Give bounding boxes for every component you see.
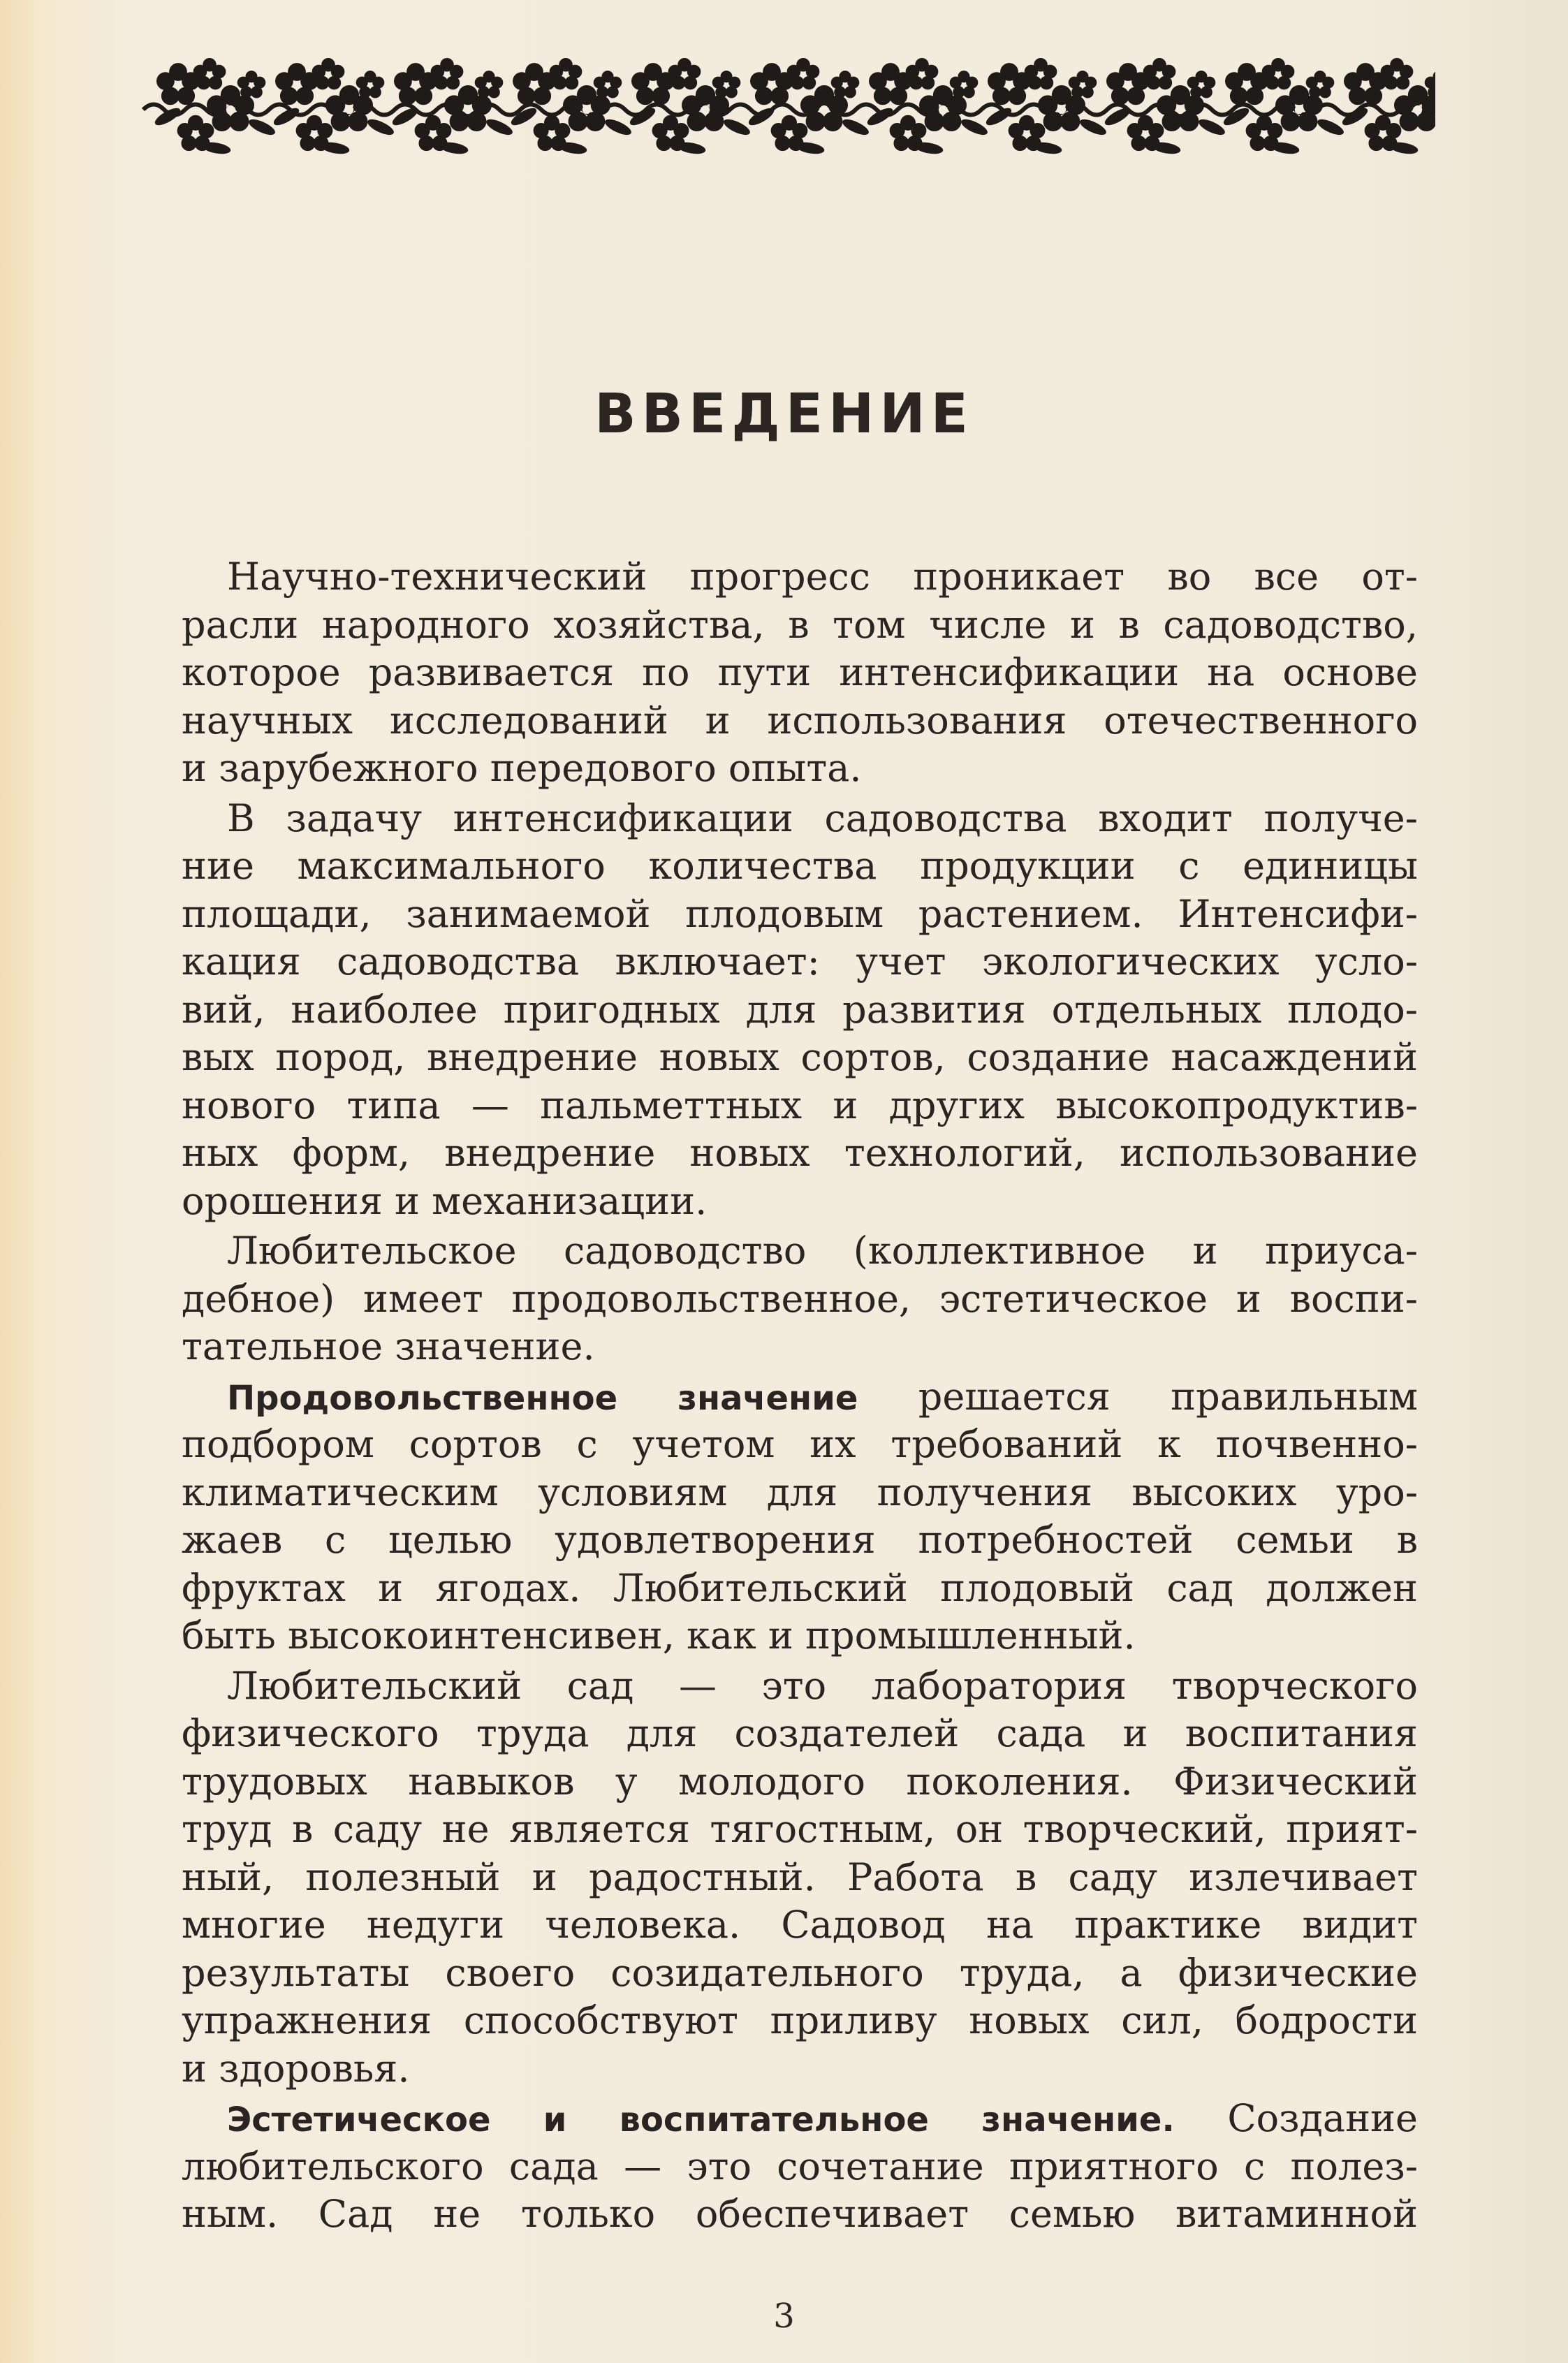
text-line: упражнения способствуют приливу новых сил, бодрости [182,1998,1418,2042]
text-line: нового типа — пальметтных и других высокопродуктив- [182,1083,1418,1127]
text-line: В задачу интенсификации садоводства входит получе- [227,796,1418,840]
lead-phrase: Продовольственное значение [227,1378,858,1418]
text-line: ных форм, внедрение новых технологий, использование [182,1131,1418,1175]
body-text [182,553,1418,2241]
text-line: быть высокоинтенсивен, как и промышленный. [182,1614,1136,1658]
text-line: дебное) имеет продовольственное, эстетическое и воспи- [182,1276,1418,1321]
text-line: тательное значение. [182,1324,595,1368]
text-line: результаты своего созидательного труда, а физические [182,1950,1418,1995]
text-line [182,1373,1418,1421]
text-line: вых пород, внедрение новых сортов, создание насаждений [182,1035,1418,1079]
text-line: Научно-технический прогресс проникает во все от- [227,555,1418,599]
text-line: жаев с целью удовлетворения потребностей семьи в [182,1518,1418,1562]
text-line: Любительское садоводство (коллективное и приуса- [227,1229,1418,1273]
text-line: фруктах и ягодах. Любительский плодовый сад должен [182,1565,1418,1610]
paragraph-3 [182,1227,1418,1371]
text-line: которое развивается по пути интенсификации на основе [182,650,1418,694]
text-line: научных исследований и использования отечественного [182,698,1418,742]
text-line: кация садоводства включает: учет экологических усло- [182,939,1418,983]
text-line: вий, наиболее пригодных для развития отдельных плодо- [182,987,1418,1032]
paragraph-6 [182,2095,1418,2239]
text-fragment: решается правильным [858,1374,1419,1419]
lead-phrase: Эстетическое и воспитательное значение. [227,2100,1175,2139]
text-line: и зарубежного передового опыта. [182,746,862,790]
text-line [182,2095,1418,2143]
text-fragment: Создание [1174,2096,1419,2140]
text-line: орошения и механизации. [182,1178,708,1223]
text-line: ние максимального количества продукции с единицы [182,844,1418,888]
text-line: климатическим условиям для получения высоких уро- [182,1470,1418,1514]
text-line: многие недуги человека. Садовод на практике видит [182,1903,1418,1947]
page-number: 3 [773,2297,795,2336]
text-line: Любительский сад — это лаборатория творческого [227,1663,1418,1708]
text-line: подбором сортов с учетом их требований к почвенно- [182,1422,1418,1466]
paragraph-1 [182,553,1418,793]
text-line: ным. Сад не только обеспечивает семью витаминной [182,2192,1418,2236]
paragraph-2 [182,795,1418,1226]
text-line: трудовых навыков у молодого поколения. Физический [182,1759,1418,1804]
text-line: и здоровья. [182,2046,410,2091]
text-line: расли народного хозяйства, в том числе и в садоводство, [182,602,1418,647]
page-title: ВВЕДЕНИЕ [594,383,974,446]
paragraph-4 [182,1373,1418,1660]
text-line: площади, занимаемой плодовым растением. Интенсифи- [182,891,1418,936]
text-line: любительского сада — это сочетание приятного с полез- [182,2144,1418,2188]
paragraph-5 [182,1662,1418,2093]
text-line: физического труда для создателей сада и воспитания [182,1711,1418,1755]
text-line: труд в саду не является тягостным, он творческий, прият- [182,1807,1418,1851]
text-line: ный, полезный и радостный. Работа в саду излечивает [182,1854,1418,1899]
floral-ornament-icon [136,43,1435,169]
